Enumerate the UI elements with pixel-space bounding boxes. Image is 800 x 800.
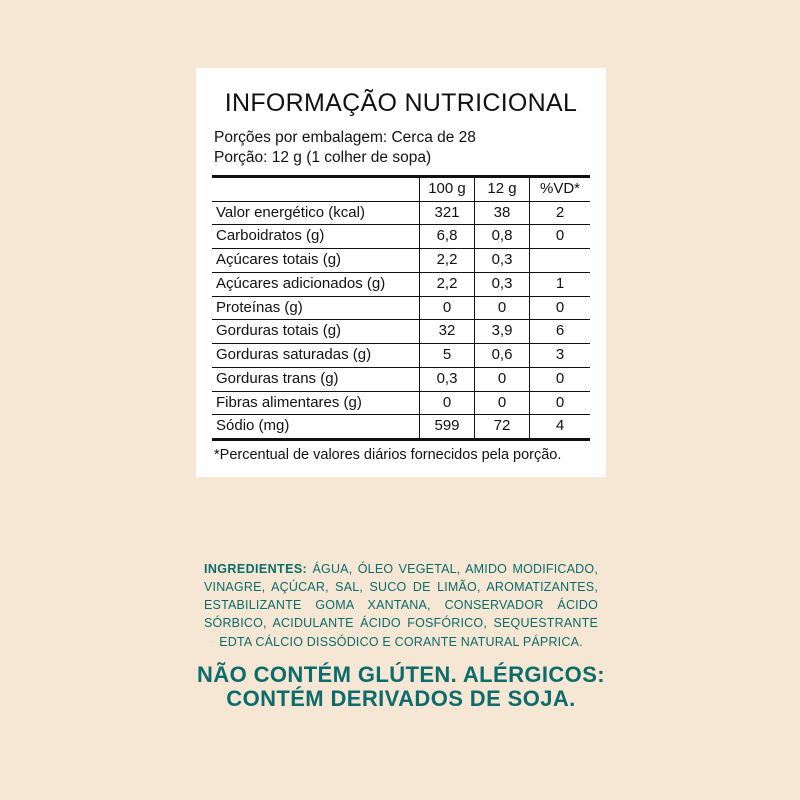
nutrient-value-vd [530,249,591,273]
serving-size: Porção: 12 g (1 colher de sopa) [214,149,432,167]
nutrient-value-100g: 321 [420,201,475,225]
allergen-line-2: CONTÉM DERIVADOS DE SOJA. [226,686,576,712]
nutrient-label: Gorduras trans (g) [212,367,420,391]
ingredients-list: ÁGUA, ÓLEO VEGETAL, AMIDO MODIFICADO, VINAGRE, AÇÚCAR, SAL, SUCO DE LIMÃO, AROMATIZANTES, ESTABILIZANTE GOMA XANTANA, CONSERVADOR ÁCIDO SÓRBICO, ACIDULANTE ÁCIDO FOSFÓRICO, SEQUESTRANTE EDTA CÁLCIO DISSÓDICO E CORANTE NATURAL PÁPRICA. [204,562,598,649]
nutrient-label: Carboidratos (g) [212,225,420,249]
nutrient-label: Açúcares totais (g) [212,249,420,273]
nutrient-value-12g: 72 [475,415,530,440]
table-row [212,225,590,249]
allergen-line-1: NÃO CONTÉM GLÚTEN. ALÉRGICOS: [197,661,605,687]
nutrient-value-12g: 3,9 [475,320,530,344]
table-row [212,272,590,296]
nutrient-value-vd: 0 [530,225,591,249]
table-row [212,367,590,391]
nutrient-value-12g: 0 [475,391,530,415]
nutrient-label: Gorduras totais (g) [212,320,420,344]
nutrient-label: Açúcares adicionados (g) [212,272,420,296]
table-row [212,391,590,415]
table-row [212,415,590,440]
table-row [212,344,590,368]
servings-per-package: Porções por embalagem: Cerca de 28 [214,129,476,146]
nutrient-value-100g: 2,2 [420,272,475,296]
nutrient-value-12g: 0,3 [475,272,530,296]
nutrient-value-vd: 0 [530,296,591,320]
nutrient-label: Gorduras saturadas (g) [212,344,420,368]
nutrient-value-12g: 0 [475,367,530,391]
servings-info [212,128,590,169]
nutrient-label: Fibras alimentares (g) [212,391,420,415]
table-header-row [212,176,590,201]
nutrient-label: Proteínas (g) [212,296,420,320]
daily-value-footnote: *Percentual de valores diários fornecidos pela porção. [214,447,562,464]
nutrient-label: Sódio (mg) [212,415,420,440]
column-header-nutrient [212,176,420,201]
nutrient-value-vd: 6 [530,320,591,344]
ingredients-label: INGREDIENTES: [204,562,308,576]
column-header-vd: %VD* [530,176,591,201]
nutrient-label: Valor energético (kcal) [212,201,420,225]
nutrient-value-vd: 2 [530,201,591,225]
nutrient-value-100g: 5 [420,344,475,368]
nutrient-value-vd: 0 [530,367,591,391]
nutrient-value-12g: 0,6 [475,344,530,368]
page-title: INFORMAÇÃO NUTRICIONAL [224,89,578,117]
table-row [212,249,590,273]
nutrient-value-100g: 32 [420,320,475,344]
nutrient-value-12g: 0,8 [475,225,530,249]
table-row [212,320,590,344]
nutrient-value-vd: 4 [530,415,591,440]
nutrition-table [212,175,590,441]
table-row [212,201,590,225]
ingredients-block [196,560,606,712]
nutrition-facts-panel [196,68,606,477]
allergen-warning [196,663,606,712]
nutrient-value-100g: 0 [420,391,475,415]
nutrient-value-100g: 0 [420,296,475,320]
nutrient-value-vd: 3 [530,344,591,368]
nutrient-value-vd: 0 [530,391,591,415]
nutrient-value-100g: 0,3 [420,367,475,391]
nutrient-value-12g: 0 [475,296,530,320]
nutrient-value-12g: 0,3 [475,249,530,273]
column-header-12g: 12 g [475,176,530,201]
nutrient-value-100g: 599 [420,415,475,440]
nutrient-value-vd: 1 [530,272,591,296]
ingredients-text [204,560,598,651]
nutrient-value-12g: 38 [475,201,530,225]
nutrition-table-body [212,176,590,439]
nutrient-value-100g: 2,2 [420,249,475,273]
nutrient-value-100g: 6,8 [420,225,475,249]
table-row [212,296,590,320]
column-header-100g: 100 g [420,176,475,201]
